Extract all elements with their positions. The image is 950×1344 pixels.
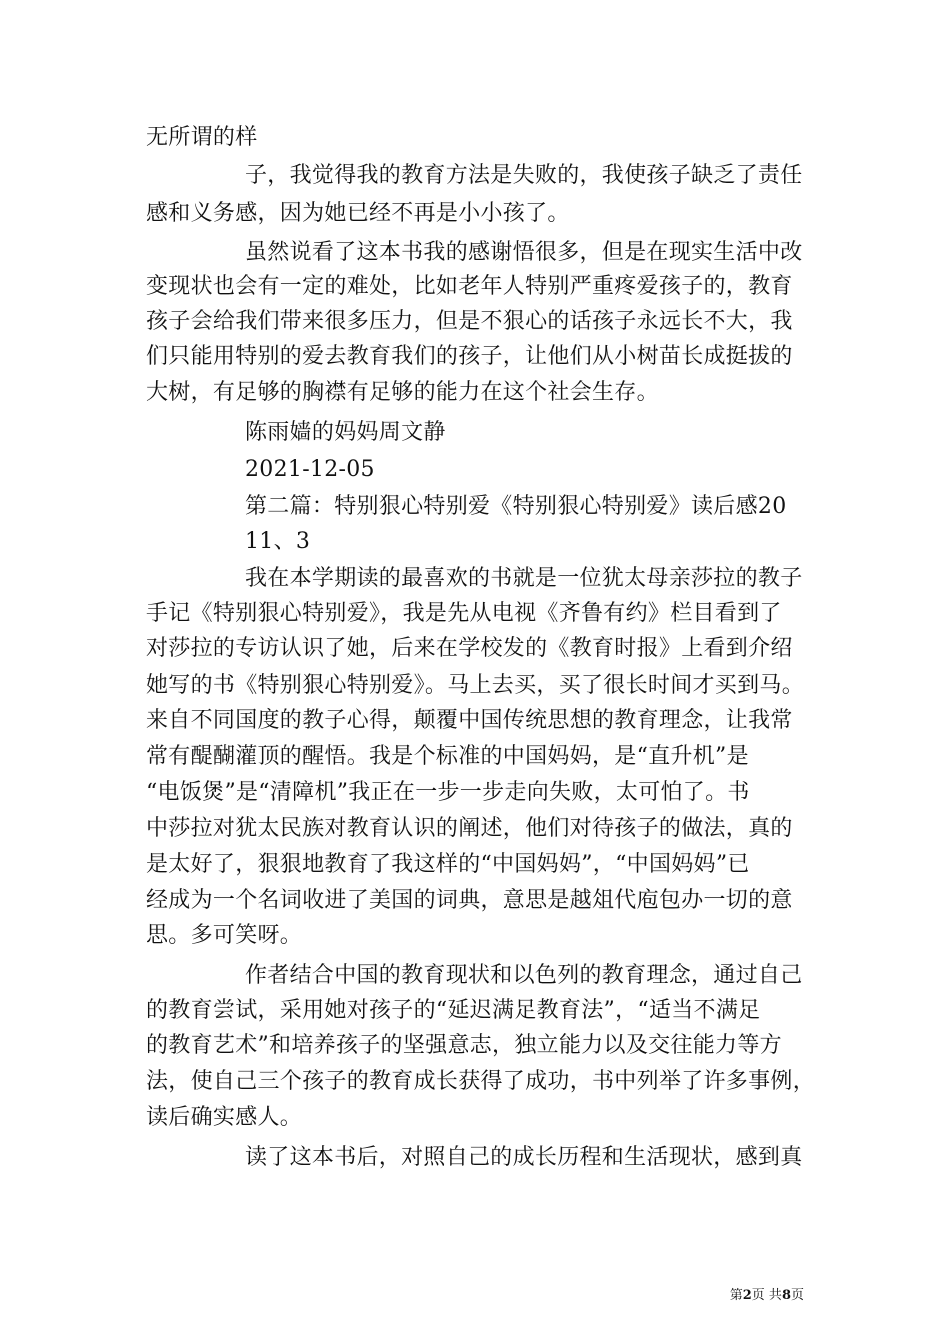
text-line: 中莎拉对犹太民族对教育认识的阐述，他们对待孩子的做法，真的 — [146, 816, 793, 841]
text-line: 的教育尝试，采用她对孩子的“延迟满足教育法”，“适当不满足 — [146, 998, 761, 1023]
text-line: 感和义务感，因为她已经不再是小小孩了。 — [146, 201, 570, 226]
footer-suffix: 页 — [790, 1288, 804, 1303]
text-line: 孩子会给我们带来很多压力，但是不狠心的话孩子永远长不大，我 — [146, 309, 793, 334]
text-line: 11、3 — [245, 529, 311, 554]
text-line: 思。多可笑呀。 — [146, 923, 303, 948]
text-line: 法，使自己三个孩子的教育成长获得了成功，书中列举了许多事例， — [146, 1069, 816, 1094]
text-line: 经成为一个名词收进了美国的词典，意思是越俎代庖包办一切的意 — [146, 888, 793, 913]
text-line: 大树，有足够的胸襟有足够的能力在这个社会生存。 — [146, 380, 659, 405]
text-line: 是太好了，狠狠地教育了我这样的“中国妈妈”，“中国妈妈”已 — [146, 852, 750, 877]
text-line: 第二篇：特别狠心特别爱《特别狠心特别爱》读后感20 — [245, 494, 787, 519]
text-line: 作者结合中国的教育现状和以色列的教育理念，通过自己 — [245, 963, 803, 988]
footer-middle: 页 共 — [751, 1288, 782, 1303]
text-line: 读后确实感人。 — [146, 1105, 303, 1130]
text-line: 子，我觉得我的教育方法是失败的，我使孩子缺乏了责任 — [245, 163, 803, 188]
text-line: 手记《特别狠心特别爱》，我是先从电视《齐鲁有约》栏目看到了 — [146, 601, 782, 626]
text-line: 我在本学期读的最喜欢的书就是一位犹太母亲莎拉的教子 — [245, 566, 803, 591]
text-line: 们只能用特别的爱去教育我们的孩子，让他们从小树苗长成挺拔的 — [146, 344, 793, 369]
text-line: “电饭煲”是“清障机”我正在一步一步走向失败，太可怕了。书 — [146, 780, 750, 805]
text-line: 变现状也会有一定的难处，比如老年人特别严重疼爱孩子的，教育 — [146, 274, 793, 299]
text-line: 对莎拉的专访认识了她，后来在学校发的《教育时报》上看到介绍 — [146, 636, 793, 661]
text-line: 2021-12-05 — [245, 457, 375, 482]
text-line: 无所谓的样 — [146, 125, 258, 150]
text-line: 常有醍醐灌顶的醒悟。我是个标准的中国妈妈，是“直升机”是 — [146, 744, 749, 769]
text-line: 的教育艺术”和培养孩子的坚强意志，独立能力以及交往能力等方 — [146, 1033, 782, 1058]
text-line: 来自不同国度的教子心得，颠覆中国传统思想的教育理念，让我常 — [146, 708, 793, 733]
text-line: 陈雨嫱的妈妈周文静 — [245, 420, 446, 445]
text-line: 虽然说看了这本书我的感谢悟很多，但是在现实生活中改 — [245, 240, 803, 265]
footer-prefix: 第 — [729, 1288, 743, 1303]
total-page-number: 8 — [781, 1288, 791, 1303]
text-line: 读了这本书后，对照自己的成长历程和生活现状，感到真 — [245, 1145, 803, 1170]
page-number-footer — [730, 1287, 804, 1305]
text-line: 她写的书《特别狠心特别爱》。马上去买，买了很长时间才买到马。 — [146, 673, 805, 698]
current-page-number: 2 — [742, 1288, 752, 1303]
